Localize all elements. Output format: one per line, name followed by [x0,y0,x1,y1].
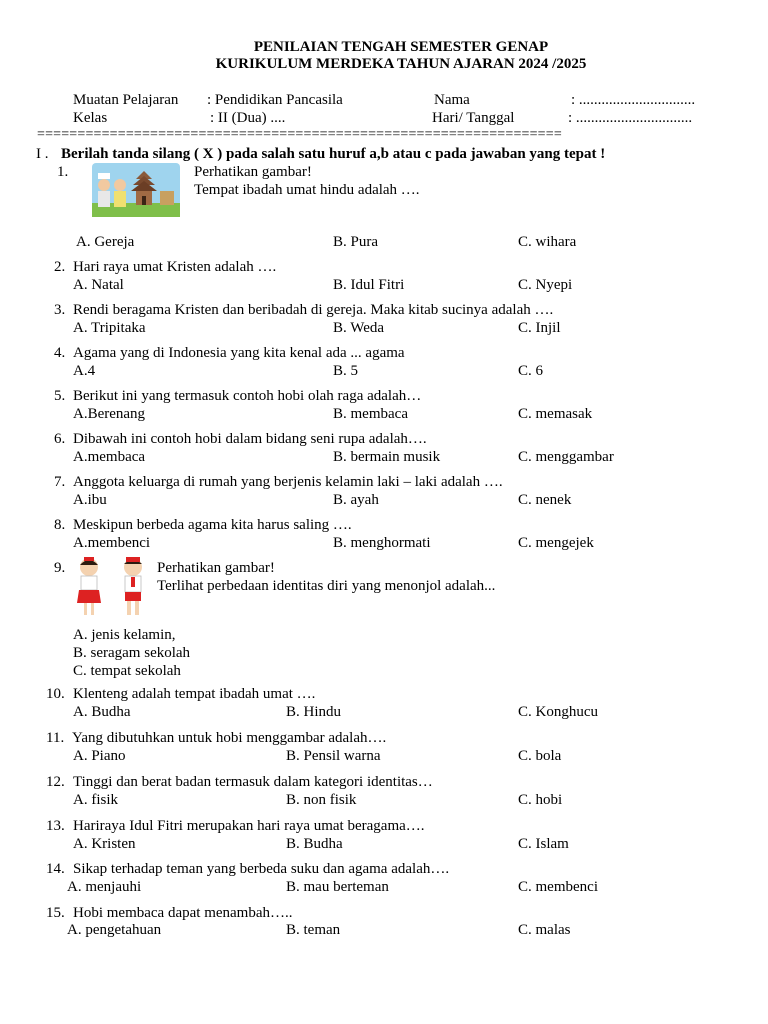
option-b[interactable]: B. Pura [333,234,378,250]
question-prompt: Perhatikan gambar! [157,560,275,576]
temple-with-children-illustration-icon [92,163,180,217]
question-text: Hariraya Idul Fitri merupakan hari raya umat beragama…. [73,818,425,834]
option-a[interactable]: A.membenci [73,535,151,551]
option-a[interactable]: A. Budha [73,704,131,720]
name-field[interactable]: : ............................... [571,92,696,108]
date-label: Hari/ Tanggal [432,110,515,126]
question-number: 14. [46,861,65,877]
option-c[interactable]: C. Nyepi [518,277,573,293]
separator-line: ================================================================= [37,127,562,142]
question-number: 1. [57,164,69,180]
option-a[interactable]: A. fisik [73,792,118,808]
option-b[interactable]: B. teman [286,922,341,938]
option-c[interactable]: C. menggambar [518,449,614,465]
question-number: 10. [46,686,65,702]
option-c[interactable]: C. memasak [518,406,593,422]
option-b[interactable]: B. non fisik [286,792,357,808]
question-number: 13. [46,818,65,834]
option-c[interactable]: C. tempat sekolah [73,663,181,679]
question-number: 3. [54,302,66,318]
option-b[interactable]: B. ayah [333,492,379,508]
class-value: : II (Dua) .... [210,110,286,126]
question-text: Sikap terhadap teman yang berbeda suku dan agama adalah…. [73,861,450,877]
section-instruction: Berilah tanda silang ( X ) pada salah satu huruf a,b atau c pada jawaban yang tepat ! [61,146,606,162]
title-line-2: KURIKULUM MERDEKA TAHUN AJARAN 2024 /2025 [215,56,587,72]
option-a[interactable]: A. Gereja [76,234,135,250]
option-a[interactable]: A.membaca [73,449,146,465]
question-text: Yang dibutuhkan untuk hobi menggambar adalah…. [72,730,387,746]
question-number: 7. [54,474,66,490]
option-c[interactable]: C. Konghucu [518,704,598,720]
question-text: Berikut ini yang termasuk contoh hobi olah raga adalah… [73,388,422,404]
option-a[interactable]: A. pengetahuan [67,922,162,938]
date-field[interactable]: : ............................... [568,110,693,126]
option-c[interactable]: C. hobi [518,792,563,808]
option-c[interactable]: C. mengejek [518,535,594,551]
option-b[interactable]: B. membaca [333,406,408,422]
option-b[interactable]: B. 5 [333,363,359,379]
option-a[interactable]: A. Natal [73,277,124,293]
question-number: 4. [54,345,66,361]
question-number: 9. [54,560,66,576]
option-b[interactable]: B. Idul Fitri [333,277,405,293]
option-b[interactable]: B. Hindu [286,704,342,720]
option-a[interactable]: A.4 [73,363,96,379]
option-a[interactable]: A. Piano [73,748,126,764]
option-b[interactable]: B. menghormati [333,535,431,551]
question-text: Dibawah ini contoh hobi dalam bidang seni rupa adalah…. [73,431,427,447]
question-text: Hobi membaca dapat menambah….. [73,905,293,921]
option-b[interactable]: B. Weda [333,320,385,336]
option-c[interactable]: C. 6 [518,363,544,379]
option-a[interactable]: A. jenis kelamin, [73,627,176,643]
option-c[interactable]: C. wihara [518,234,577,250]
option-c[interactable]: C. membenci [518,879,598,895]
option-a[interactable]: A.ibu [73,492,107,508]
option-c[interactable]: C. nenek [518,492,572,508]
question-text: Agama yang di Indonesia yang kita kenal ada ... agama [73,345,405,361]
option-a[interactable]: A. menjauhi [67,879,142,895]
option-c[interactable]: C. bola [518,748,562,764]
class-label: Kelas [73,110,108,126]
option-a[interactable]: A. Tripitaka [73,320,146,336]
option-b[interactable]: B. seragam sekolah [73,645,191,661]
question-text: Terlihat perbedaan identitas diri yang menonjol adalah... [157,578,496,594]
question-text: Anggota keluarga di rumah yang berjenis kelamin laki – laki adalah …. [73,474,503,490]
boy-and-girl-students-illustration-icon [73,555,153,619]
option-b[interactable]: B. bermain musik [333,449,441,465]
name-label: Nama [434,92,470,108]
question-number: 15. [46,905,65,921]
option-c[interactable]: C. Injil [518,320,561,336]
question-number: 12. [46,774,65,790]
question-number: 11. [46,730,65,746]
question-prompt: Perhatikan gambar! [194,164,312,180]
option-c[interactable]: C. malas [518,922,571,938]
section-number: I . [36,146,49,162]
question-number: 8. [54,517,66,533]
option-a[interactable]: A.Berenang [73,406,146,422]
option-b[interactable]: B. Pensil warna [286,748,381,764]
question-number: 6. [54,431,66,447]
question-text: Klenteng adalah tempat ibadah umat …. [73,686,316,702]
option-b[interactable]: B. Budha [286,836,343,852]
question-text: Tinggi dan berat badan termasuk dalam kategori identitas… [73,774,433,790]
question-number: 2. [54,259,66,275]
question-number: 5. [54,388,66,404]
question-text: Rendi beragama Kristen dan beribadah di gereja. Maka kitab sucinya adalah …. [73,302,554,318]
question-text: Meskipun berbeda agama kita harus saling …. [73,517,352,533]
title-line-1: PENILAIAN TENGAH SEMESTER GENAP [253,39,549,55]
question-text: Tempat ibadah umat hindu adalah …. [194,182,420,198]
option-b[interactable]: B. mau berteman [286,879,389,895]
subject-label: Muatan Pelajaran [73,92,179,108]
subject-value: : Pendidikan Pancasila [207,92,343,108]
question-text: Hari raya umat Kristen adalah …. [73,259,277,275]
option-c[interactable]: C. Islam [518,836,569,852]
option-a[interactable]: A. Kristen [73,836,136,852]
